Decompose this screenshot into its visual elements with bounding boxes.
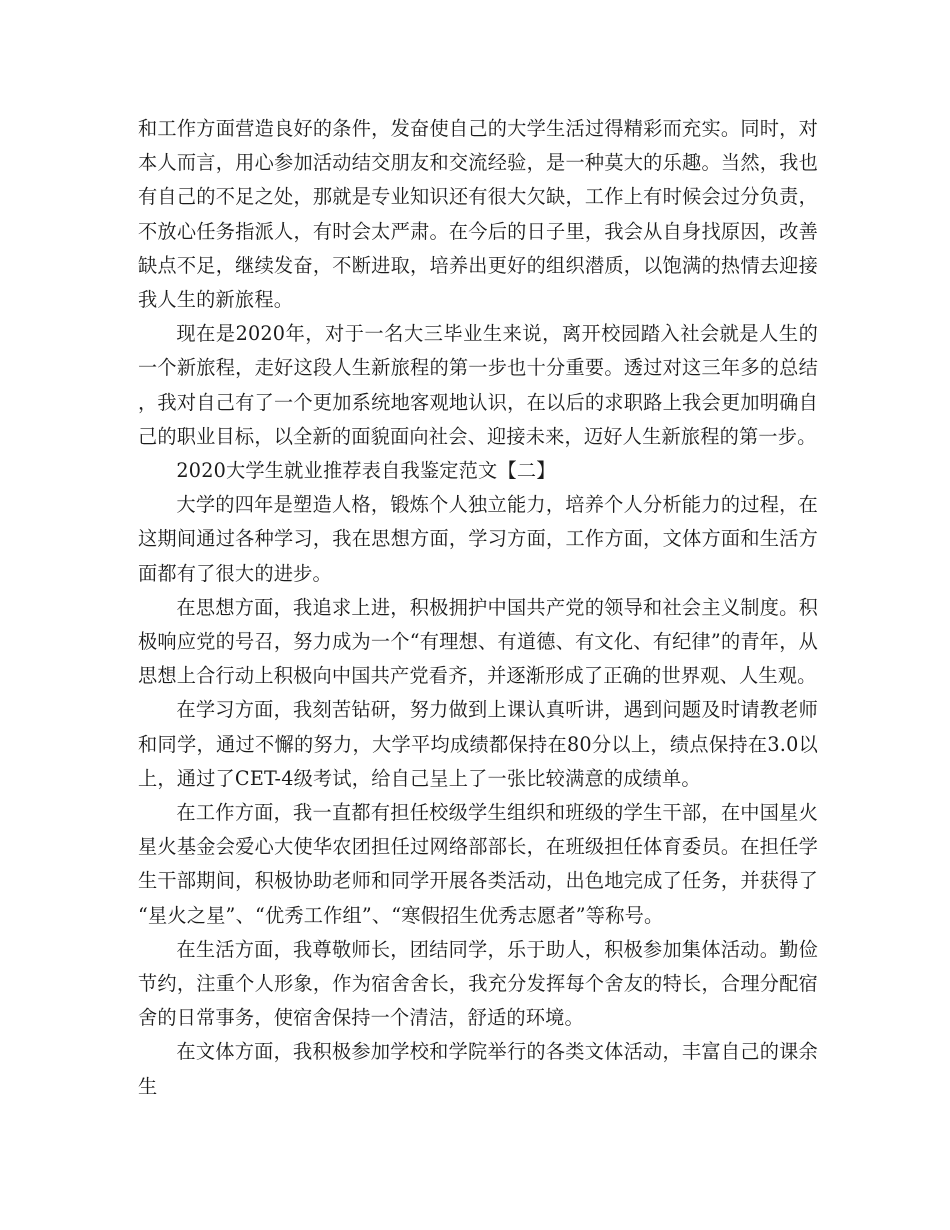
document-body [138, 112, 818, 1104]
paragraph-work: 在工作方面，我一直都有担任校级学生组织和班级的学生干部，在中国星火星火基金会爱心大使华农团担任过网络部部长，在班级担任体育委员。在担任学生干部期间，积极协助老师和同学开展各类活动，出色地完成了任务，并获得了“星火之星”、“优秀工作组”、“寒假招生优秀志愿者”等称号。 [138, 801, 818, 927]
section-heading: 2020大学生就业推荐表自我鉴定范文【二】 [176, 459, 556, 483]
paragraph-culture-sports: 在文体方面，我积极参加学校和学院举行的各类文体活动，丰富自己的课余生 [138, 1040, 818, 1098]
paragraph-intro: 大学的四年是塑造人格，锻炼个人独立能力，培养个人分析能力的过程，在这期间通过各种学习，我在思想方面，学习方面，工作方面，文体方面和生活方面都有了很大的进步。 [138, 493, 818, 585]
paragraph-summary: 现在是2020年，对于一名大三毕业生来说，离开校园踏入社会就是人生的一个新旅程，走好这段人生新旅程的第一步也十分重要。透过对这三年多的总结，我对自己有了一个更加系统地客观地认识，在以后的求职路上我会更加明确自己的职业目标，以全新的面貌面向社会、迎接未来，迈好人生新旅程的第一步。 [138, 322, 818, 448]
paragraph-study: 在学习方面，我刻苦钻研，努力做到上课认真听讲，遇到问题及时请教老师和同学，通过不懈的努力，大学平均成绩都保持在80分以上，绩点保持在3.0以上，通过了CET-4级考试，给自己呈上了一张比较满意的成绩单。 [138, 698, 818, 790]
paragraph-ideology: 在思想方面，我追求上进，积极拥护中国共产党的领导和社会主义制度。积极响应党的号召，努力成为一个“有理想、有道德、有文化、有纪律”的青年，从思想上合行动上积极向中国共产党看齐，并逐渐形成了正确的世界观、人生观。 [138, 595, 818, 688]
paragraph-continuation: 和工作方面营造良好的条件，发奋使自己的大学生活过得精彩而充实。同时，对本人而言，用心参加活动结交朋友和交流经验，是一种莫大的乐趣。当然，我也有自己的不足之处，那就是专业知识还有很大欠缺，工作上有时候会过分负责，不放心任务指派人，有时会太严肃。在今后的日子里，我会从自身找原因，改善缺点不足，继续发奋，不断进取，培养出更好的组织潜质，以饱满的热情去迎接我人生的新旅程。 [138, 117, 818, 312]
paragraph-life: 在生活方面，我尊敬师长，团结同学，乐于助人，积极参加集体活动。勤俭节约，注重个人形象，作为宿舍舍长，我充分发挥每个舍友的特长，合理分配宿舍的日常事务，使宿舍保持一个清洁，舒适的环境。 [138, 937, 818, 1030]
